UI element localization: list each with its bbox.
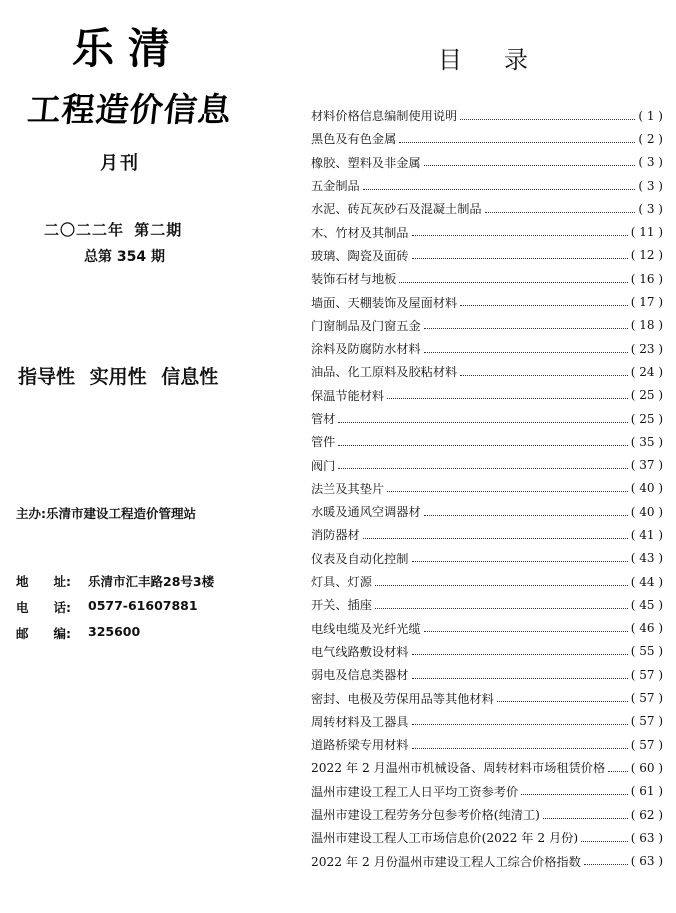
brand-title: 乐清: [72, 24, 185, 73]
toc-entry-page: ( 63 ): [630, 854, 663, 869]
toc-leader-dots: [424, 164, 636, 166]
address-row: [16, 572, 214, 590]
toc-entry-page: ( 46 ): [630, 621, 663, 636]
toc-leader-dots: [412, 653, 628, 655]
toc-entry: [311, 174, 663, 197]
toc-entry: [311, 593, 663, 616]
toc-entry: [311, 780, 663, 803]
issue-number: 二〇二二年 第二期: [44, 221, 183, 239]
toc-entry-title: 管件: [311, 435, 336, 450]
toc-entry-title: 密封、电极及劳保用品等其他材料: [311, 691, 494, 706]
toc-entry-title: 电线电缆及光纤光缆: [311, 621, 421, 636]
toc-entry-page: ( 1 ): [638, 108, 663, 123]
toc-entry-page: ( 25 ): [630, 388, 663, 403]
toc-entry-title: 仪表及自动化控制: [311, 551, 409, 566]
toc-entry-page: ( 63 ): [630, 830, 663, 845]
toc-entry: [311, 710, 663, 733]
sponsor: 主办:乐清市建设工程造价管理站: [16, 506, 196, 521]
toc-entry-title: 管材: [311, 412, 336, 426]
toc-entry: [311, 756, 663, 779]
toc-entry-page: ( 35 ): [630, 434, 663, 449]
toc-entry-page: ( 55 ): [630, 644, 663, 659]
toc-entry-title: 涂料及防腐防水材料: [311, 342, 421, 357]
toc-leader-dots: [338, 444, 627, 446]
publication-frequency: 月刊: [100, 153, 140, 174]
toc-entry-page: ( 23 ): [630, 341, 663, 356]
toc-entry: [311, 453, 663, 476]
toc-entry-page: ( 18 ): [630, 318, 663, 333]
postcode-label: 邮 编:: [16, 626, 71, 641]
toc-leader-dots: [412, 747, 628, 749]
toc-entry-title: 水泥、砖瓦灰砂石及混凝土制品: [311, 202, 482, 217]
toc-entry: [311, 151, 663, 174]
toc-entry-page: ( 45 ): [630, 597, 663, 612]
toc-entry-page: ( 62 ): [630, 807, 663, 822]
toc-leader-dots: [460, 304, 627, 306]
toc-entry: [311, 267, 663, 290]
toc-leader-dots: [460, 118, 635, 120]
toc-leader-dots: [399, 141, 635, 143]
toc-entry-page: ( 57 ): [630, 691, 663, 706]
toc-entry-page: ( 57 ): [630, 667, 663, 682]
phone-label: 电 话:: [16, 600, 71, 615]
toc-entry-page: ( 3 ): [638, 201, 663, 216]
toc-leader-dots: [412, 257, 628, 259]
toc-leader-dots: [387, 490, 628, 492]
toc-entry-title: 木、竹材及其制品: [311, 225, 409, 240]
toc-leader-dots: [608, 770, 628, 772]
toc-entry-title: 墙面、天棚装饰及屋面材料: [311, 295, 458, 310]
toc-entry: [311, 244, 663, 267]
toc-leader-dots: [581, 840, 628, 842]
toc-entry-page: ( 57 ): [630, 714, 663, 729]
toc-entry: [311, 360, 663, 383]
toc-leader-dots: [460, 374, 627, 376]
toc-title: 目录: [438, 46, 570, 74]
toc-entry-title: 橡胶、塑料及非金属: [311, 155, 421, 170]
toc-entry-page: ( 12 ): [630, 248, 663, 263]
toc-entry-title: 五金制品: [311, 179, 360, 194]
toc-entry-title: 弱电及信息类器材: [311, 668, 409, 683]
toc-entry-title: 电气线路敷设材料: [311, 644, 409, 659]
toc-entry-page: ( 24 ): [630, 364, 663, 379]
toc-leader-dots: [543, 817, 628, 819]
toc-entry-title: 周转材料及工器具: [311, 714, 409, 729]
toc-entry-title: 阀门: [311, 458, 336, 473]
phone-row: [16, 598, 198, 616]
toc-entry: [311, 430, 663, 453]
toc-entry-page: ( 17 ): [630, 295, 663, 310]
cover-panel: [0, 0, 300, 913]
toc-entry: [311, 640, 663, 663]
toc-entry-page: ( 60 ): [630, 760, 663, 775]
toc-entry: [311, 663, 663, 686]
toc-entry-title: 保温节能材料: [311, 388, 385, 403]
toc-leader-dots: [424, 630, 628, 632]
toc-entry-page: ( 40 ): [630, 504, 663, 519]
toc-entry: [311, 104, 663, 127]
toc-entry: [311, 127, 663, 150]
toc-entry-page: ( 25 ): [630, 411, 663, 426]
toc-entry-page: ( 3 ): [638, 178, 663, 193]
toc-leader-dots: [375, 584, 628, 586]
toc-entry-page: ( 61 ): [630, 784, 663, 799]
toc-leader-dots: [412, 560, 628, 562]
toc-entry-title: 门窗制品及门窗五金: [311, 318, 421, 333]
toc-leader-dots: [338, 421, 627, 423]
toc-entry: [311, 826, 663, 849]
toc-leader-dots: [521, 793, 628, 795]
toc-entry-page: ( 16 ): [630, 271, 663, 286]
toc-entry-title: 水暖及通风空调器材: [311, 505, 421, 520]
total-issue-number: 总第 354 期: [84, 249, 165, 265]
toc-entry: [311, 547, 663, 570]
toc-leader-dots: [412, 677, 628, 679]
toc-leader-dots: [424, 351, 628, 353]
toc-leader-dots: [412, 234, 628, 236]
toc-entry-title: 道路桥梁专用材料: [311, 738, 409, 753]
toc-entry-title: 开关、插座: [311, 598, 372, 613]
toc-leader-dots: [399, 281, 627, 283]
toc-entry-page: ( 41 ): [630, 527, 663, 542]
toc-entry-title: 2022 年 2 月份温州市建设工程人工综合价格指数: [311, 854, 581, 869]
toc-entry-title: 灯具、灯源: [311, 575, 372, 590]
toc-entry: [311, 384, 663, 407]
toc-entry-title: 法兰及其垫片: [311, 481, 385, 496]
toc-entry: [311, 523, 663, 546]
toc-entry: [311, 500, 663, 523]
toc-entry-page: ( 57 ): [630, 737, 663, 752]
publication-name: 工程造价信息: [25, 90, 234, 129]
toc-leader-dots: [412, 723, 628, 725]
toc-leader-dots: [424, 514, 628, 516]
toc-entry: [311, 733, 663, 756]
toc-entry: [311, 617, 663, 640]
toc-entry: [311, 850, 663, 873]
toc-entry-title: 黑色及有色金属: [311, 132, 397, 147]
toc-list: [311, 104, 663, 873]
toc-entry: [311, 290, 663, 313]
toc-entry-page: ( 3 ): [638, 155, 663, 170]
toc-leader-dots: [485, 211, 636, 213]
toc-entry-title: 油品、化工原料及胶粘材料: [311, 365, 458, 380]
postcode-row: [16, 624, 140, 642]
toc-entry-title: 温州市建设工程劳务分包参考价格(纯清工): [311, 808, 540, 823]
toc-entry-title: 玻璃、陶瓷及面砖: [311, 248, 409, 263]
toc-entry: [311, 477, 663, 500]
toc-entry-title: 温州市建设工程人工市场信息价(2022 年 2 月份): [311, 831, 579, 846]
toc-leader-dots: [387, 397, 628, 399]
toc-entry-title: 装饰石材与地板: [311, 272, 397, 287]
address-label: 地 址:: [16, 574, 71, 589]
toc-entry-title: 材料价格信息编制使用说明: [311, 109, 458, 124]
toc-leader-dots: [363, 537, 628, 539]
toc-entry: [311, 197, 663, 220]
toc-entry-title: 消防器材: [311, 528, 360, 543]
toc-entry: [311, 570, 663, 593]
toc-entry-page: ( 11 ): [630, 225, 663, 240]
toc-entry-page: ( 44 ): [630, 574, 663, 589]
address-value: 乐清市汇丰路28号3楼: [88, 574, 215, 589]
toc-entry-title: 温州市建设工程工人日平均工资参考价: [311, 784, 519, 799]
toc-leader-dots: [363, 188, 636, 190]
toc-entry: [311, 337, 663, 360]
toc-entry-page: ( 37 ): [630, 458, 663, 473]
toc-entry: [311, 314, 663, 337]
toc-entry: [311, 407, 663, 430]
toc-entry: [311, 686, 663, 709]
toc-entry-page: ( 40 ): [630, 481, 663, 496]
toc-leader-dots: [424, 327, 628, 329]
toc-entry-page: ( 43 ): [630, 551, 663, 566]
tagline: 指导性 实用性 信息性: [18, 366, 219, 388]
toc-leader-dots: [338, 467, 627, 469]
toc-leader-dots: [375, 607, 628, 609]
phone-value: 0577-61607881: [88, 598, 198, 613]
toc-entry-page: ( 2 ): [638, 131, 663, 146]
toc-entry: [311, 220, 663, 243]
postcode-value: 325600: [88, 624, 141, 639]
table-of-contents: [300, 0, 676, 913]
toc-entry-title: 2022 年 2 月温州市机械设备、周转材料市场租赁价格: [311, 761, 606, 776]
toc-entry: [311, 803, 663, 826]
toc-leader-dots: [584, 863, 628, 865]
toc-leader-dots: [497, 700, 628, 702]
